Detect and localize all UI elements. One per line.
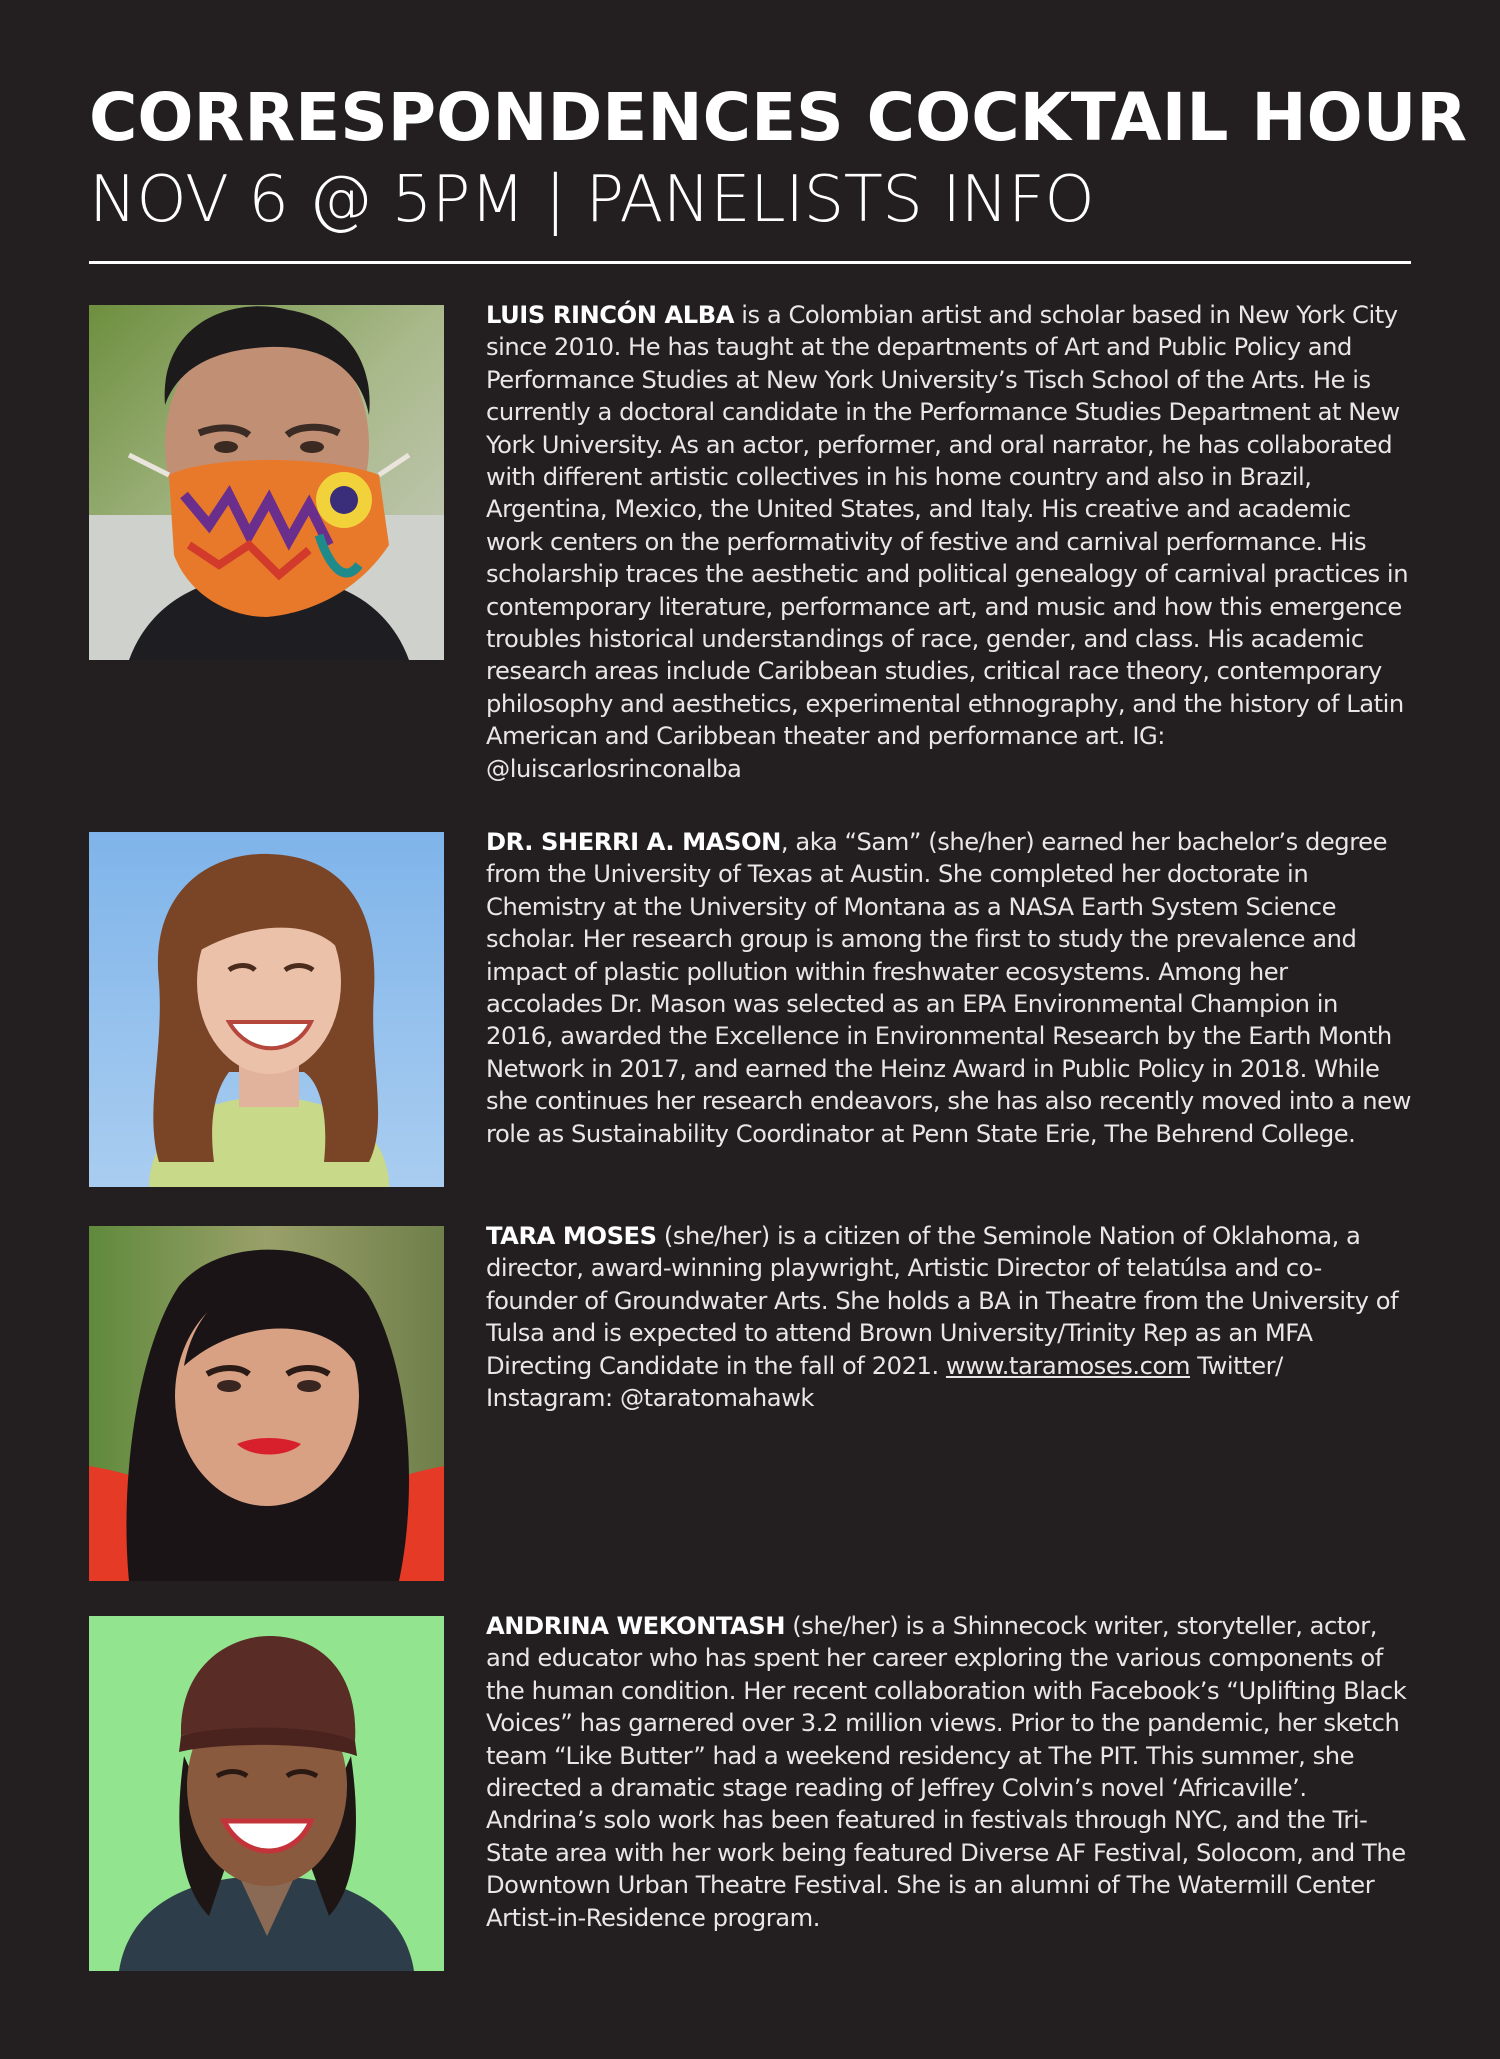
header-divider	[89, 261, 1411, 264]
page-subtitle: NOV 6 @ 5PM | PANELISTS INFO	[89, 163, 1095, 237]
panelist-name: ANDRINA WEKONTASH	[486, 1612, 786, 1640]
panelist-bio	[486, 299, 1411, 785]
panelist-bio-text: (she/her) is a Shinnecock writer, storyteller, actor, and educator who has spent her career exploring the various components of the human condition. Her recent collaboration with Facebook’s “Uplifting Black Voices” has garnered over 3.2 million views. Prior to the pandemic, her sketch team “Like Butter” had a weekend residency at The PIT. This summer, she directed a dramatic stage reading of Jeffrey Colvin’s novel ‘Africaville’. Andrina’s solo work has been featured in festivals through NYC, and the Tri-State area with her work being featured Diverse AF Festival, Solocom, and The Downtown Urban Theatre Festival. She is an alumni of The Watermill Center Artist-in-Residence program.	[486, 1612, 1407, 1932]
panelist-social-text: Twitter/ Instagram: @taratomahawk	[486, 1351, 1283, 1413]
panelist-name: TARA MOSES	[486, 1222, 657, 1250]
panelist-photo-tara	[89, 1226, 444, 1581]
panelist-photo-sherri	[89, 832, 444, 1187]
panelist-bio	[486, 1220, 1411, 1414]
header	[89, 78, 1468, 242]
panelist-name: LUIS RINCÓN ALBA	[486, 301, 734, 329]
panelist-bio-text: , aka “Sam” (she/her) earned her bachelor’s degree from the University of Texas at Austin. She completed her doctorate in Chemistry at the University of Montana as a NASA Earth System Science scholar. Her research group is among the first to study the prevalence and impact of plastic pollution within freshwater ecosystems. Among her accolades Dr. Mason was selected as an EPA Environmental Champion in 2016, awarded the Excellence in Environmental Research by the Earth Month Network in 2017, and earned the Heinz Award in Public Policy in 2018. While she continues her research endeavors, she has also recently moved into a new role as Sustainability Coordinator at Penn State Erie, The Behrend College.	[486, 828, 1411, 1148]
panelist-bio-text: (she/her) is a citizen of the Seminole Nation of Oklahoma, a director, award-winning playwright, Artistic Director of telatúlsa and co-founder of Groundwater Arts. She holds a BA in Theatre from the University of Tulsa and is expected to attend Brown University/Trinity Rep as an MFA Directing Candidate in the fall of 2021.	[486, 1222, 1399, 1380]
panelist-name: DR. SHERRI A. MASON	[486, 828, 781, 856]
page-title: CORRESPONDENCES COCKTAIL HOUR	[89, 79, 1468, 156]
panelist-bio-text: is a Colombian artist and scholar based in New York City since 2010. He has taught at the departments of Art and Public Policy and Performance Studies at New York University’s Tisch School of the Arts. He is currently a doctoral candidate in the Performance Studies Department at New York University. As an actor, performer, and oral narrator, he has collaborated with different artistic collectives in his home country and also in Brazil, Argentina, Mexico, the United States, and Italy. His creative and academic work centers on the performativity of festive and carnival performance. His scholarship traces the aesthetic and political genealogy of carnival practices in contemporary literature, performance art, and music and how this emergence troubles historical understandings of race, gender, and class. His academic research areas include Caribbean studies, critical race theory, contemporary philosophy and aesthetics, experimental ethnography, and the history of Latin American and Caribbean theater and performance art. IG: @luiscarlosrinconalba	[486, 301, 1409, 783]
panelist-photo-andrina	[89, 1616, 444, 1971]
panelist-photo-luis	[89, 305, 444, 660]
panelist-bio	[486, 1610, 1411, 1934]
panelist-website-link[interactable]: www.taramoses.com	[945, 1351, 1190, 1380]
panelist-bio	[486, 826, 1411, 1150]
